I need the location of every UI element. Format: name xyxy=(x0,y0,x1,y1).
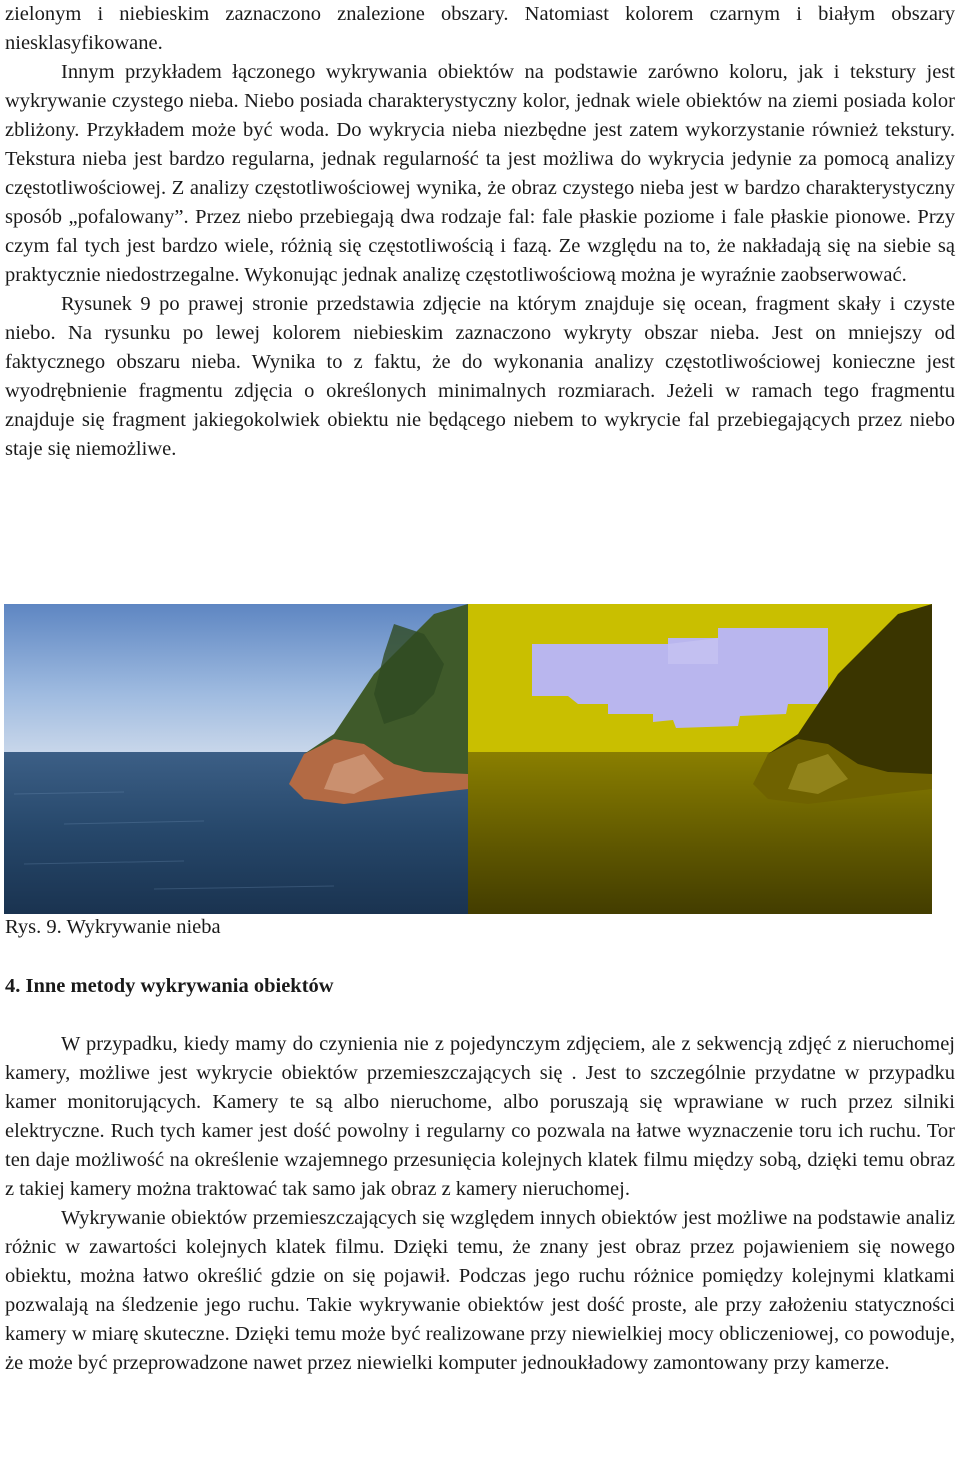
document-page xyxy=(5,0,955,464)
section-heading: 4. Inne metody wykrywania obiektów xyxy=(5,975,334,997)
paragraph-sky-texture: Innym przykładem łączonego wykrywania obiektów na podstawie zarówno koloru, jak i tekstury jest wykrywanie czystego nieba. Niebo posiada charakterystyczny kolor, jednak wiele obiektów na ziemi posiada kolor zbliżony. Przykładem może być woda. Do wykrycia nieba niezbędne jest zatem wykorzystanie również tekstury. Tekstura nieba jest bardzo regularna, jednak regularność ta jest możliwa do wykrycia jedynie za pomocą analizy częstotliwościowej. Z analizy częstotliwościowej wynika, że obraz czystego nieba jest w bardzo charakterystyczny sposób „pofalowany”. Przez niebo przebiegają dwa rodzaje fal: fale płaskie poziome i fale płaskie pionowe. Przy czym fal tych jest bardzo wiele, różnią się częstotliwością i fazą. Ze względu na to, że nakładają się na siebie są praktycznie niedostrzegalne. Wykonując jednak analizę częstotliwościową można je wyraźnie zaobserwować. xyxy=(5,61,955,286)
sky-detection-result xyxy=(468,604,932,914)
original-photo xyxy=(4,604,468,914)
section-body xyxy=(5,1030,955,1378)
paragraph-moving-objects: W przypadku, kiedy mamy do czynienia nie z pojedynczym zdjęciem, ale z sekwencją zdjęć z nieruchomej kamery, możliwe jest wykrycie obiektów przemieszczających się . Jest to szczególnie przydatne w przypadku kamer monitorujących. Kamery te są albo nieruchome, albo poruszają się wprawiane w ruch przez silniki elektryczne. Ruch tych kamer jest dość powolny i regularny co pozwala na łatwe wyznaczenie toru ich ruchu. Tor ten daje możliwość na określenie wzajemnego przesunięcia kolejnych klatek filmu między sobą, dzięki temu obraz z takiej kamery można traktować tak samo jak obraz z kamery nieruchomej. xyxy=(5,1033,955,1200)
paragraph-frame-difference: Wykrywanie obiektów przemieszczających się względem innych obiektów jest możliwe na podstawie analiz różnic w zawartości kolejnych klatek filmu. Dzięki temu, że znany jest obraz przez pojawieniem się nowego obiektu, można łatwo określić gdzie on się pojawił. Podczas jego ruchu różnice pomiędzy kolejnymi klatkami pozwalają na śledzenie jego ruchu. Takie wykrywanie obiektów jest dość proste, ale przy założeniu statyczności kamery w miarę skuteczne. Dzięki temu może być realizowane przy niewielkiej mocy obliczeniowej, co powoduje, że może być przeprowadzone nawet przez niewielki komputer jednoukładowy zamontowany przy kamerze. xyxy=(5,1207,955,1374)
intro-paragraph-end: zielonym i niebieskim zaznaczono znalezione obszary. Natomiast kolorem czarnym i białym obszary niesklasyfikowane. xyxy=(5,3,955,54)
figure-sky-detection xyxy=(4,604,932,914)
paragraph-figure-description: Rysunek 9 po prawej stronie przedstawia zdjęcie na którym znajduje się ocean, fragment skały i czyste niebo. Na rysunku po lewej kolorem niebieskim zaznaczono wykryty obszar nieba. Jest on mniejszy od faktycznego obszaru nieba. Wynika to z faktu, że do wykonania analizy częstotliwościowej konieczne jest wyodrębnienie fragmentu zdjęcia o określonych minimalnych rozmiarach. Jeżeli w ramach tego fragmentu znajduje się fragment jakiegokolwiek obiektu nie będącego niebem to wykrycie fal przebiegających przez niebo staje się niemożliwe. xyxy=(5,293,955,460)
figure-caption: Rys. 9. Wykrywanie nieba xyxy=(5,916,221,938)
